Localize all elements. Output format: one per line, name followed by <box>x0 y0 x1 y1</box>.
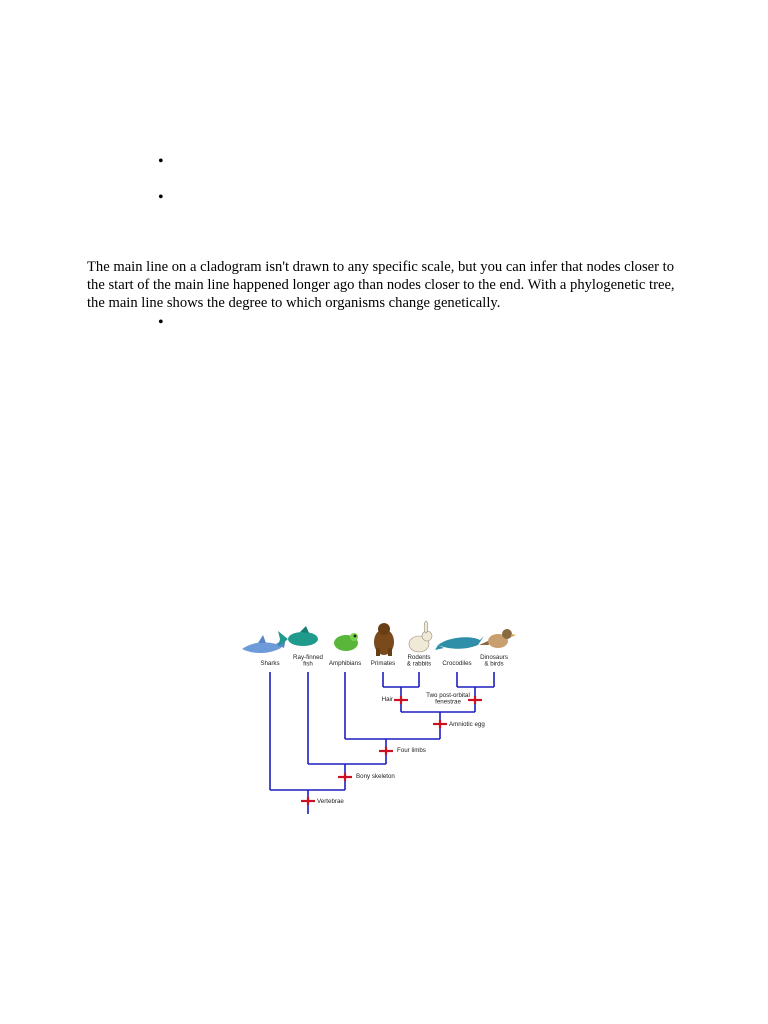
trait-label: Vertebrae <box>317 798 344 805</box>
trait-label: fenestrae <box>435 698 461 706</box>
trait-label: Two post-orbital <box>426 692 470 699</box>
trait-label: Four limbs <box>397 747 426 754</box>
bird-icon <box>479 629 516 648</box>
taxon-label: & rabbits <box>406 660 432 668</box>
list-bullet: • <box>158 153 164 170</box>
body-paragraph: The main line on a cladogram isn't drawn to any specific scale, but you can infer that nodes closer to the start of the main line happened longer ago than nodes closer to the end. With a phylogenetic tree, the main line shows the degree to which organisms change genetically. <box>87 259 675 311</box>
taxon-label: Sharks <box>260 660 280 667</box>
taxon-label: fish <box>303 660 313 668</box>
trait-label: Bony skeleton <box>356 773 395 780</box>
taxon-label: Rodents <box>407 654 431 661</box>
taxon-label: Dinosaurs <box>480 654 508 661</box>
primate-icon <box>374 623 394 656</box>
cladogram-figure <box>208 612 534 818</box>
taxon-label: & birds <box>484 660 504 668</box>
crocodile-icon <box>435 636 484 650</box>
taxon-label: Crocodiles <box>442 660 472 667</box>
trait-label: Hair <box>381 696 393 703</box>
rabbit-icon <box>409 621 432 652</box>
trait-label: Amniotic egg <box>449 721 485 728</box>
taxon-label: Amphibians <box>328 660 362 667</box>
taxon-label: Primates <box>370 660 396 667</box>
list-bullet: • <box>158 314 164 331</box>
taxon-label: Ray-finned <box>293 654 323 661</box>
frog-icon <box>334 633 358 651</box>
list-bullet: • <box>158 189 164 206</box>
